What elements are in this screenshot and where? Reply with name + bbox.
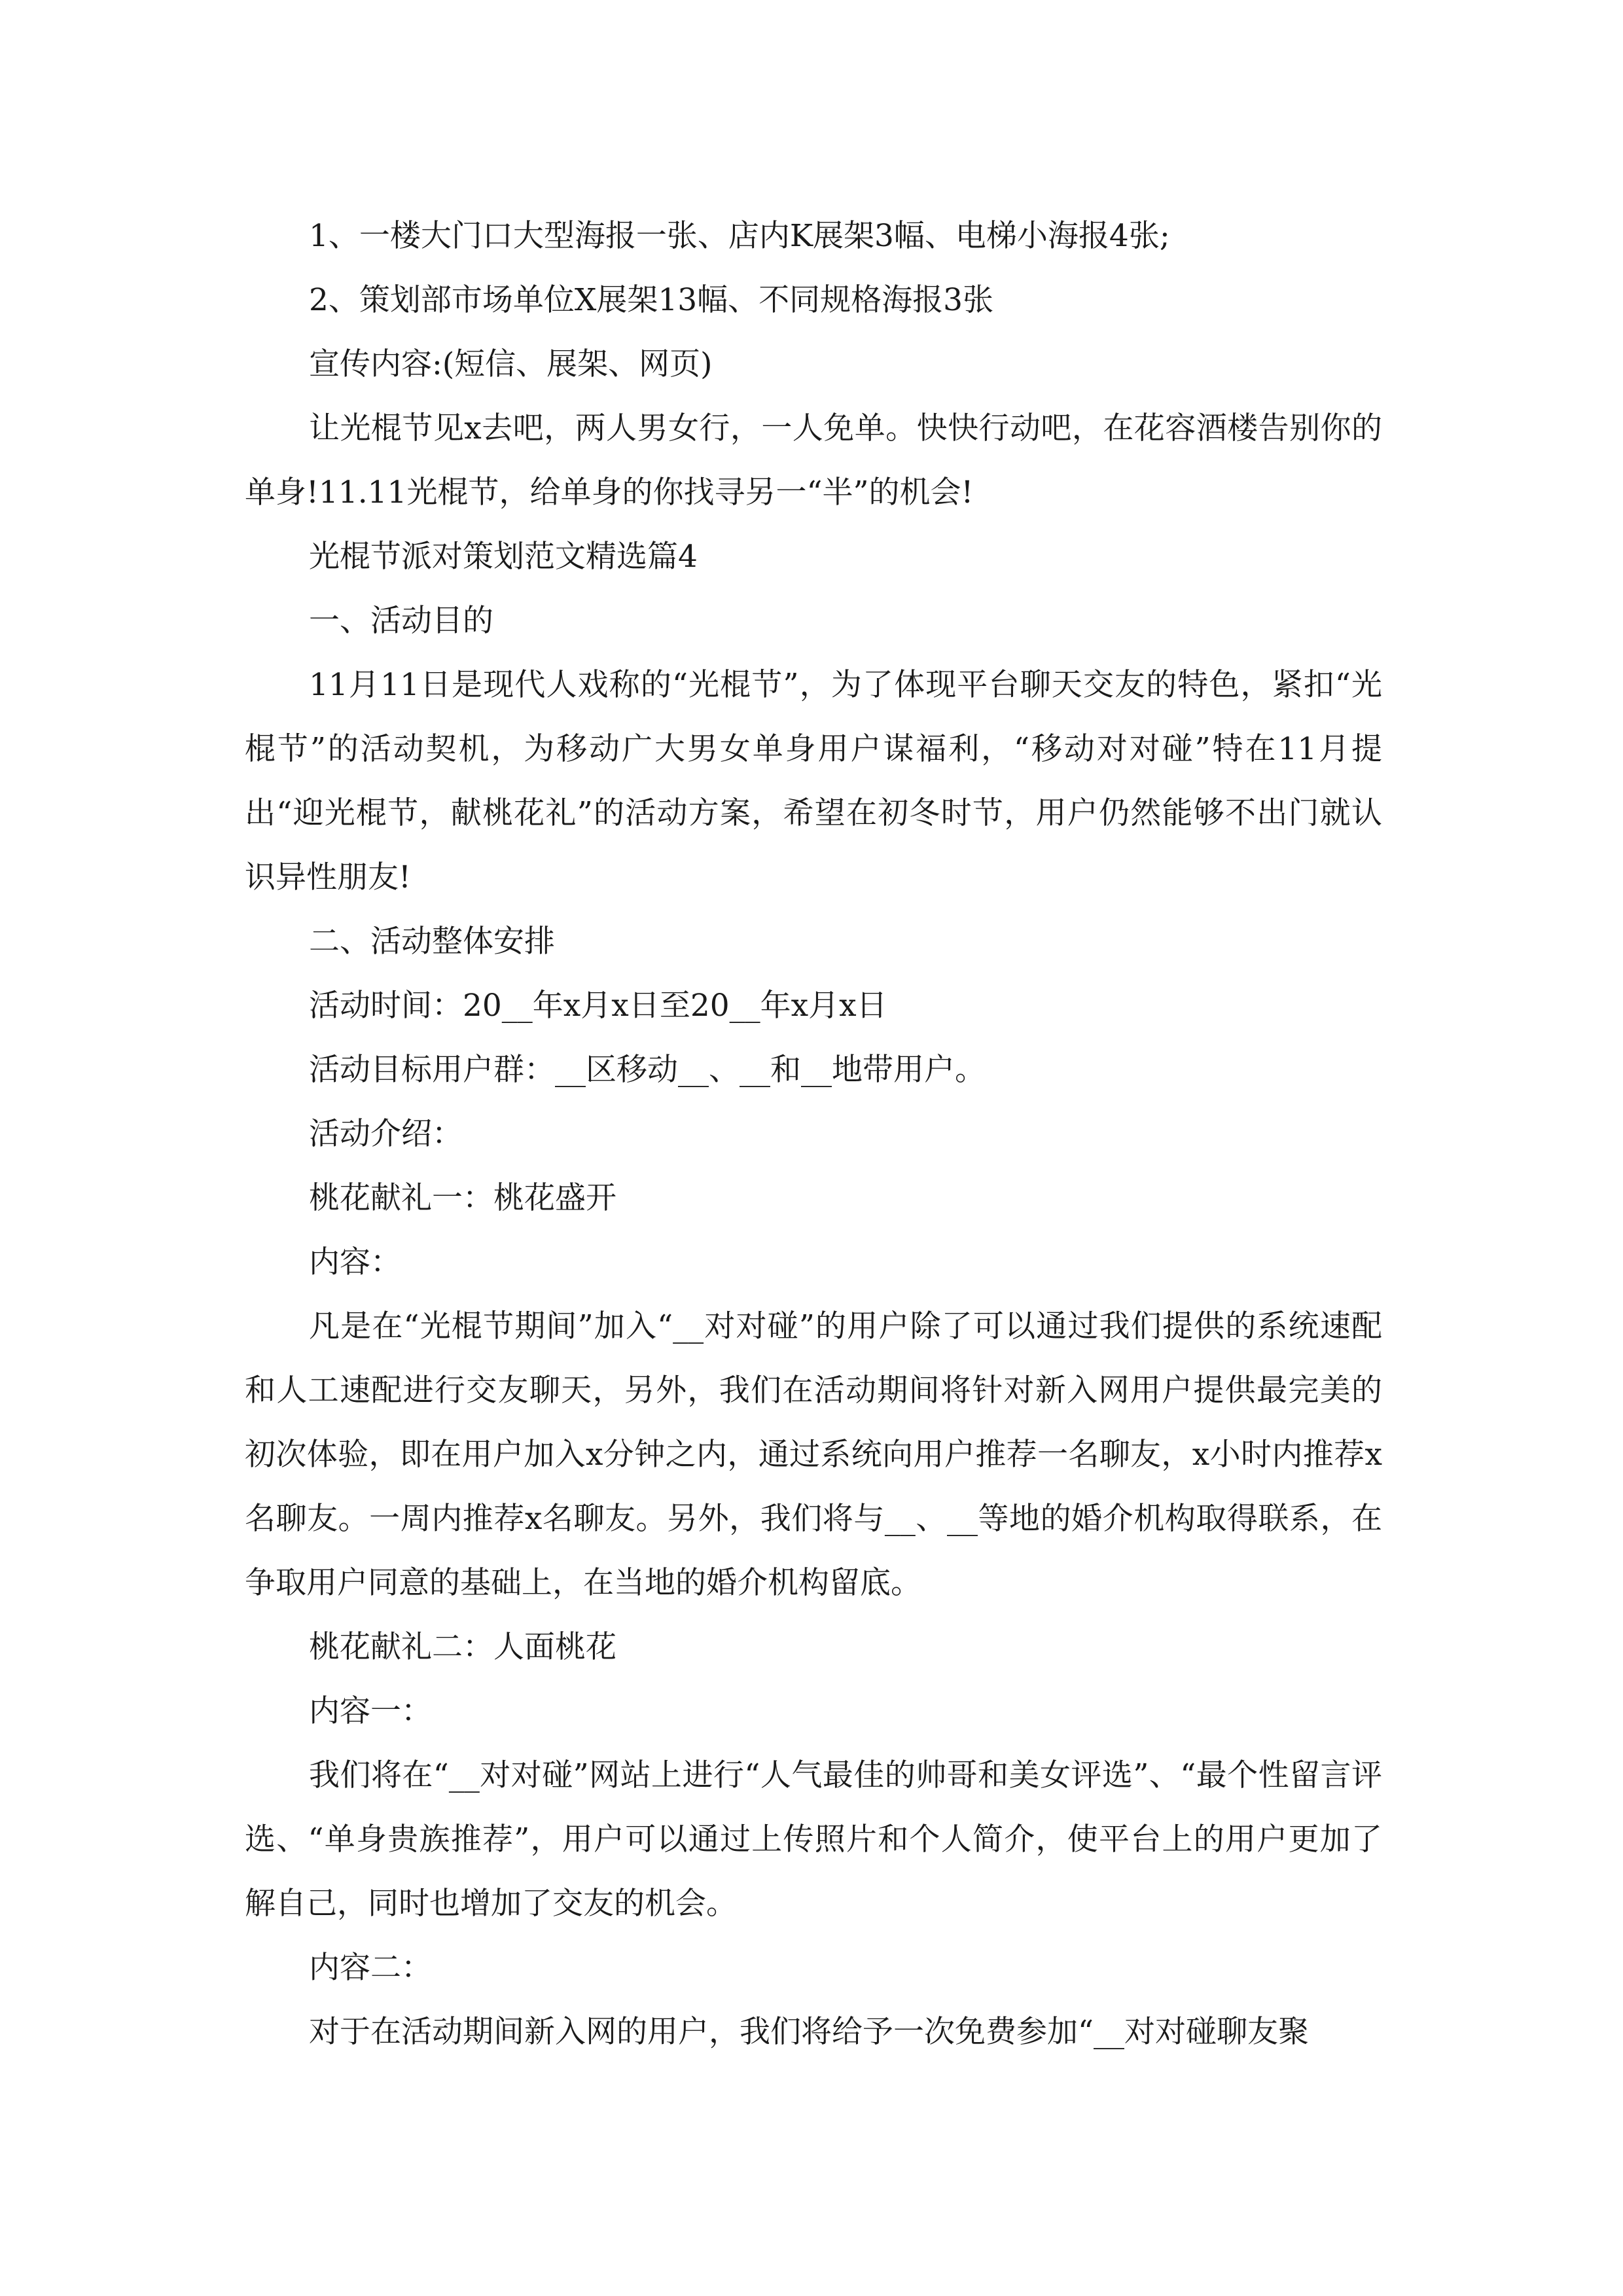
content-two-label: 内容二： [309,1950,432,1986]
purpose-paragraph: 11月11日是现代人戏称的“光棍节”，为了体现平台聊天交友的特色，紧扣“光棍节”的活动契机，为移动广大男女单身用户谋福利，“移动对对碰”特在11月提出“迎光棍节，献桃花礼”的活动方案，希望在初冬时节，用户仍然能够不出门就认识异性朋友! [245,667,1382,895]
activity-time: 活动时间：20__年x月x日至20__年x月x日 [309,988,887,1024]
gift-one-paragraph: 凡是在“光棍节期间”加入“__对对碰”的用户除了可以通过我们提供的系统速配和人工速配进行交友聊天，另外，我们在活动期间将针对新入网用户提供最完美的初次体验，即在用户加入x分钟之内，通过系统向用户推荐一名聊友，x小时内推荐x名聊友。一周内推荐x名聊友。另外，我们将与__、__等地的婚介机构取得联系，在争取用户同意的基础上，在当地的婚介机构留底。 [245,1308,1382,1601]
list-item-2: 2、策划部市场单位X展架13幅、不同规格海报3张 [309,282,994,318]
activity-intro-heading: 活动介绍： [309,1116,463,1152]
content-two-paragraph: 对于在活动期间新入网的用户，我们将给予一次免费参加“__对对碰聊友聚 [309,2014,1310,2050]
content-label: 内容： [309,1244,401,1280]
heading-activity-purpose: 一、活动目的 [309,603,493,639]
document-body [245,204,1382,2064]
content-one-label: 内容一： [309,1693,432,1729]
heading-overall-arrangement: 二、活动整体安排 [309,924,555,960]
section-title: 光棍节派对策划范文精选篇4 [309,539,698,575]
content-one-paragraph: 我们将在“__对对碰”网站上进行“人气最佳的帅哥和美女评选”、“最个性留言评选、“单身贵族推荐”，用户可以通过上传照片和个人简介，使平台上的用户更加了解自己，同时也增加了交友的机会。 [245,1757,1382,1922]
gift-two-heading: 桃花献礼二：人面桃花 [309,1629,616,1665]
promo-content-heading: 宣传内容:(短信、展架、网页) [309,346,713,382]
list-item-1: 1、一楼大门口大型海报一张、店内K展架3幅、电梯小海报4张; [309,218,1170,254]
promo-slogan-paragraph: 让光棍节见x去吧，两人男女行，一人免单。快快行动吧，在花容酒楼告别你的单身!11.11光棍节，给单身的你找寻另一“半”的机会! [245,410,1382,511]
target-users: 活动目标用户群：__区移动__、__和__地带用户。 [309,1052,986,1088]
gift-one-heading: 桃花献礼一：桃花盛开 [309,1180,616,1216]
